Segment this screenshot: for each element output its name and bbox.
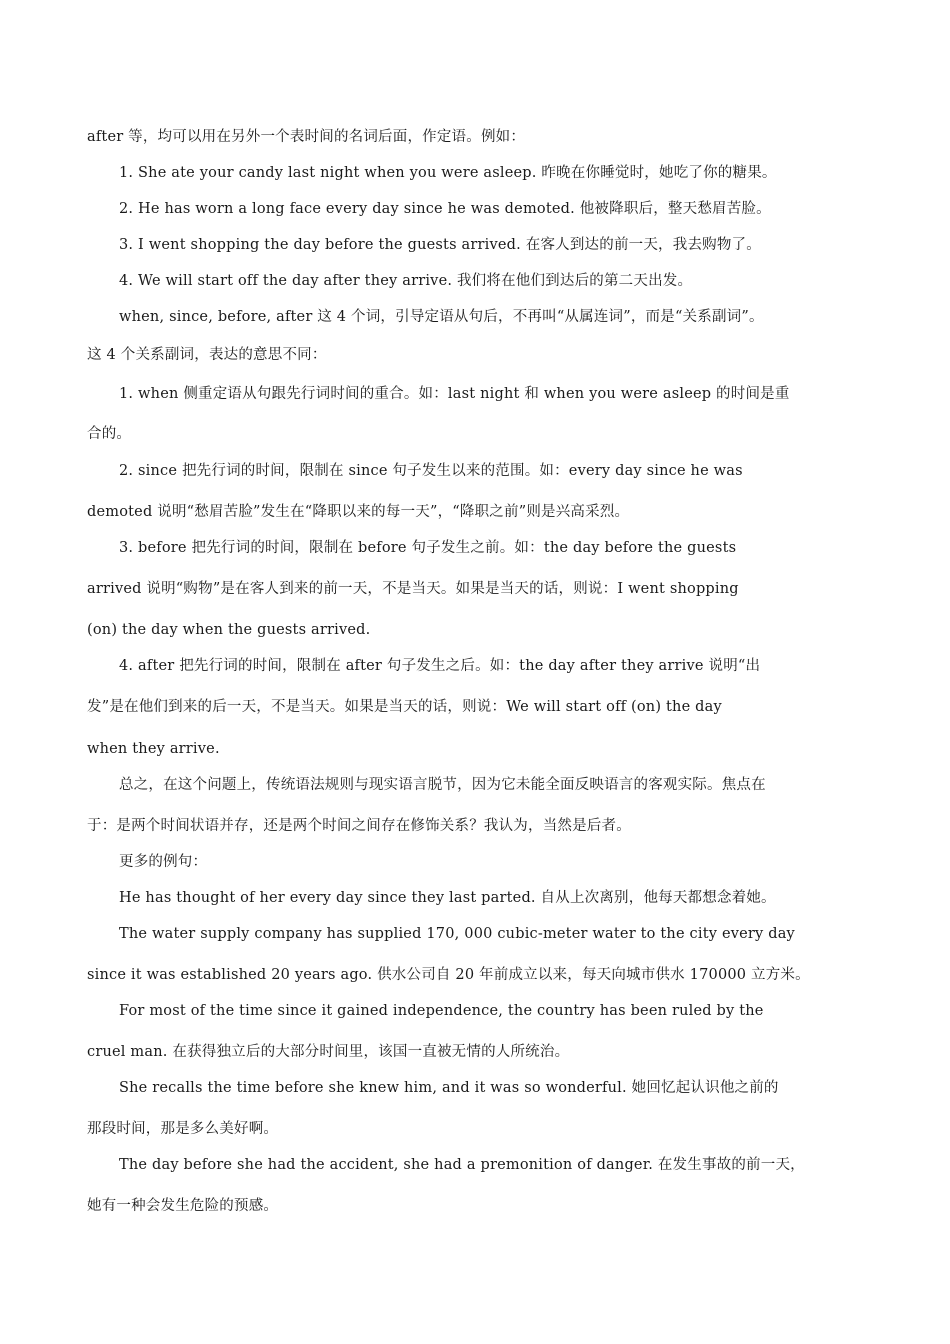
text-line: 合的。	[87, 426, 132, 442]
example-line: 4. We will start off the day after they arrive. 我们将在他们到达后的第二天出发。	[119, 273, 693, 289]
text-line: when they arrive.	[87, 741, 220, 757]
example-line: The day before she had the accident, she had a premonition of danger. 在发生事故的前一天，	[119, 1157, 805, 1173]
example-line: 1. She ate your candy last night when you were asleep. 昨晚在你睡觉时，她吃了你的糖果。	[119, 165, 777, 181]
text-line: 发”是在他们到来的后一天，不是当天。如果是当天的话，则说：We will start off (on) the day	[87, 699, 722, 715]
text-line: 这 4 个关系副词，表达的意思不同：	[87, 347, 327, 363]
example-line: since it was established 20 years ago. 供水公司自 20 年前成立以来，每天向城市供水 170000 立方米。	[87, 967, 810, 983]
text-line: (on) the day when the guests arrived.	[87, 622, 371, 638]
example-line: She recalls the time before she knew him, and it was so wonderful. 她回忆起认识他之前的	[119, 1080, 779, 1096]
text-line: 于：是两个时间状语并存，还是两个时间之间存在修饰关系？我认为，当然是后者。	[87, 818, 631, 834]
text-line: 1. when 侧重定语从句跟先行词时间的重合。如：last night 和 when you were asleep 的时间是重	[119, 386, 790, 402]
example-line: 2. He has worn a long face every day since he was demoted. 他被降职后，整天愁眉苦脸。	[119, 201, 771, 217]
text-line: arrived 说明“购物”是在客人到来的前一天，不是当天。如果是当天的话，则说：I went shopping	[87, 581, 739, 597]
text-line: 总之，在这个问题上，传统语法规则与现实语言脱节，因为它未能全面反映语言的客观实际。焦点在	[119, 777, 766, 793]
text-line: 4. after 把先行词的时间，限制在 after 句子发生之后。如：the day after they arrive 说明“出	[119, 658, 761, 674]
text-line: when, since, before, after 这 4 个词，引导定语从句后，不再叫“从属连词”，而是“关系副词”。	[119, 309, 764, 325]
example-line: The water supply company has supplied 170, 000 cubic-meter water to the city every day	[119, 926, 795, 942]
example-line: He has thought of her every day since they last parted. 自从上次离别，他每天都想念着她。	[119, 890, 776, 906]
text-line: 3. before 把先行词的时间，限制在 before 句子发生之前。如：the day before the guests	[119, 540, 737, 556]
example-line: 3. I went shopping the day before the guests arrived. 在客人到达的前一天，我去购物了。	[119, 237, 761, 253]
text-line: 2. since 把先行词的时间，限制在 since 句子发生以来的范围。如：every day since he was	[119, 463, 743, 479]
example-line: For most of the time since it gained independence, the country has been ruled by the	[119, 1003, 764, 1019]
example-line: 她有一种会发生危险的预感。	[87, 1198, 279, 1214]
text-line: after 等，均可以用在另外一个表时间的名词后面，作定语。例如：	[87, 129, 526, 145]
example-line: cruel man. 在获得独立后的大部分时间里，该国一直被无情的人所统治。	[87, 1044, 570, 1060]
text-line: 更多的例句：	[119, 854, 208, 870]
text-line: demoted 说明“愁眉苦脸”发生在“降职以来的每一天”，“降职之前”则是兴高采烈。	[87, 504, 630, 520]
example-line: 那段时间，那是多么美好啊。	[87, 1121, 279, 1137]
